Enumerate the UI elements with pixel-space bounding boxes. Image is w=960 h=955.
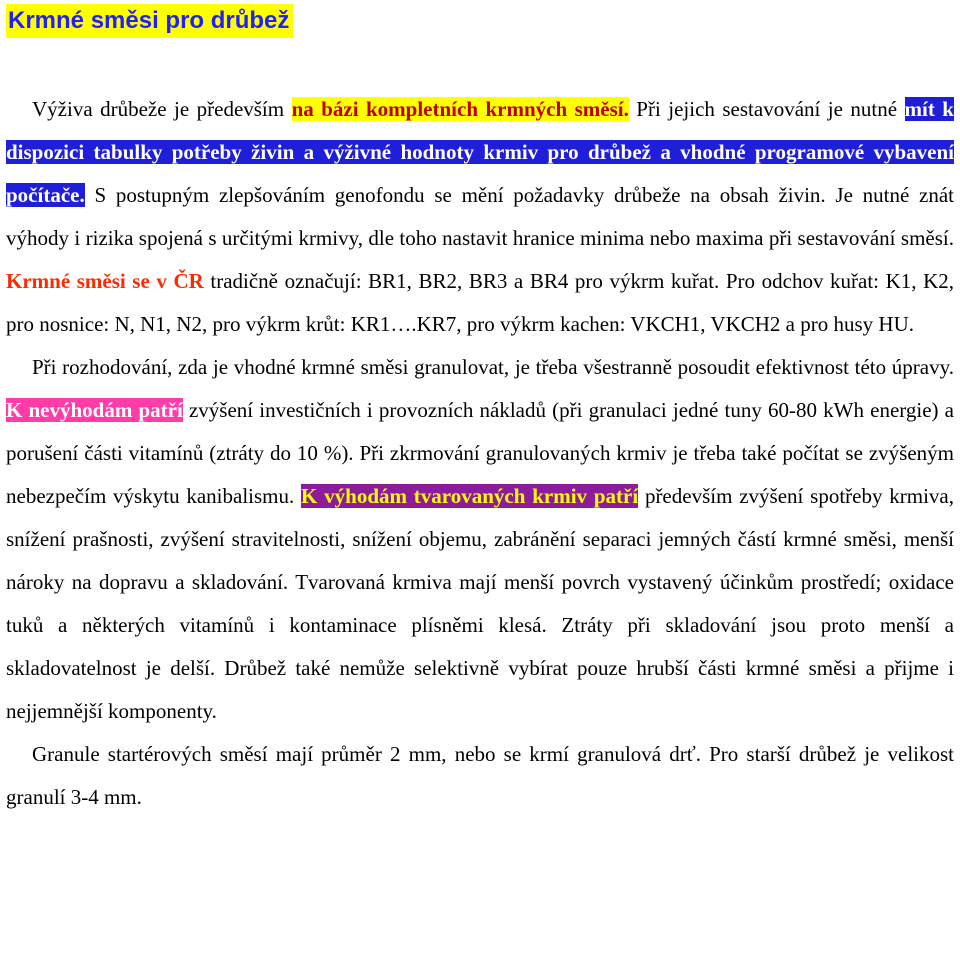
highlight-feed-labels-cr: Krmné směsi se v ČR [6,269,204,293]
text-run: především zvýšení spotřeby krmiva, snížení prašnosti, zvýšení stravitelnosti, snížení objemu, zabránění separaci jemných částí krmné směsi, menší nároky na dopravu a skladování. Tvarovaná krmiva mají menší povrch vystavený účinkům prostředí; oxidace tuků a některých vitamínů i kontaminace plísněmi klesá. Ztráty při skladování jsou proto menší a skladovatelnost je delší. Drůbež také nemůže selektivně vybírat pouze hrubší části krmné směsi a přijme i nejjemnější komponenty. [6,484,954,723]
text-run: Při rozhodování, zda je vhodné krmné směsi granulovat, je třeba všestranně posoudit efektivnost této úpravy. [32,355,954,379]
text-run: Výživa drůbeže je především [32,97,292,121]
highlight-advantages: K výhodám tvarovaných krmiv patří [301,484,639,508]
highlight-disadvantages: K nevýhodám patří [6,398,183,422]
paragraph-granule-size [6,733,954,819]
text-run: S postupným zlepšováním genofondu se mění požadavky drůbeže na obsah živin. Je nutné znát výhody i rizika spojená s určitými krmivy, dle toho nastavit hranice minima nebo maxima při sestavování směsí. [6,183,954,250]
paragraph-nutrition [6,88,954,346]
text-run: tradičně označují: BR1, BR2, BR3 a BR4 pro výkrm kuřat. Pro odchov kuřat: K1, K2, pro nosnice: N, N1, N2, pro výkrm krůt: KR1….KR7, pro výkrm kachen: VKCH1, VKCH2 a pro husy HU. [6,269,954,336]
text-run: Při jejich sestavování je nutné [628,97,905,121]
page-title: Krmné směsi pro drůbež [6,4,293,38]
document-body [6,88,954,819]
text-run: zvýšení investičních i provozních nákladů (při granulaci jedné tuny 60-80 kWh energie) a porušení části vitamínů (ztráty do 10 %). Při zkrmování granulovaných krmiv je třeba také počítat se zvýšeným nebezpečím výskytu kanibalismu. [6,398,955,508]
paragraph-granulation [6,346,954,733]
highlight-tables-software: mít k dispozici tabulky potřeby živin a výživné hodnoty krmiv pro drůbež a vhodné programové vybavení počítače. [6,97,954,207]
text-run: Granule startérových směsí mají průměr 2 mm, nebo se krmí granulová drť. Pro starší drůbež je velikost granulí 3-4 mm. [6,742,954,809]
highlight-complete-feed: na bázi kompletních krmných směsí. [291,97,629,121]
